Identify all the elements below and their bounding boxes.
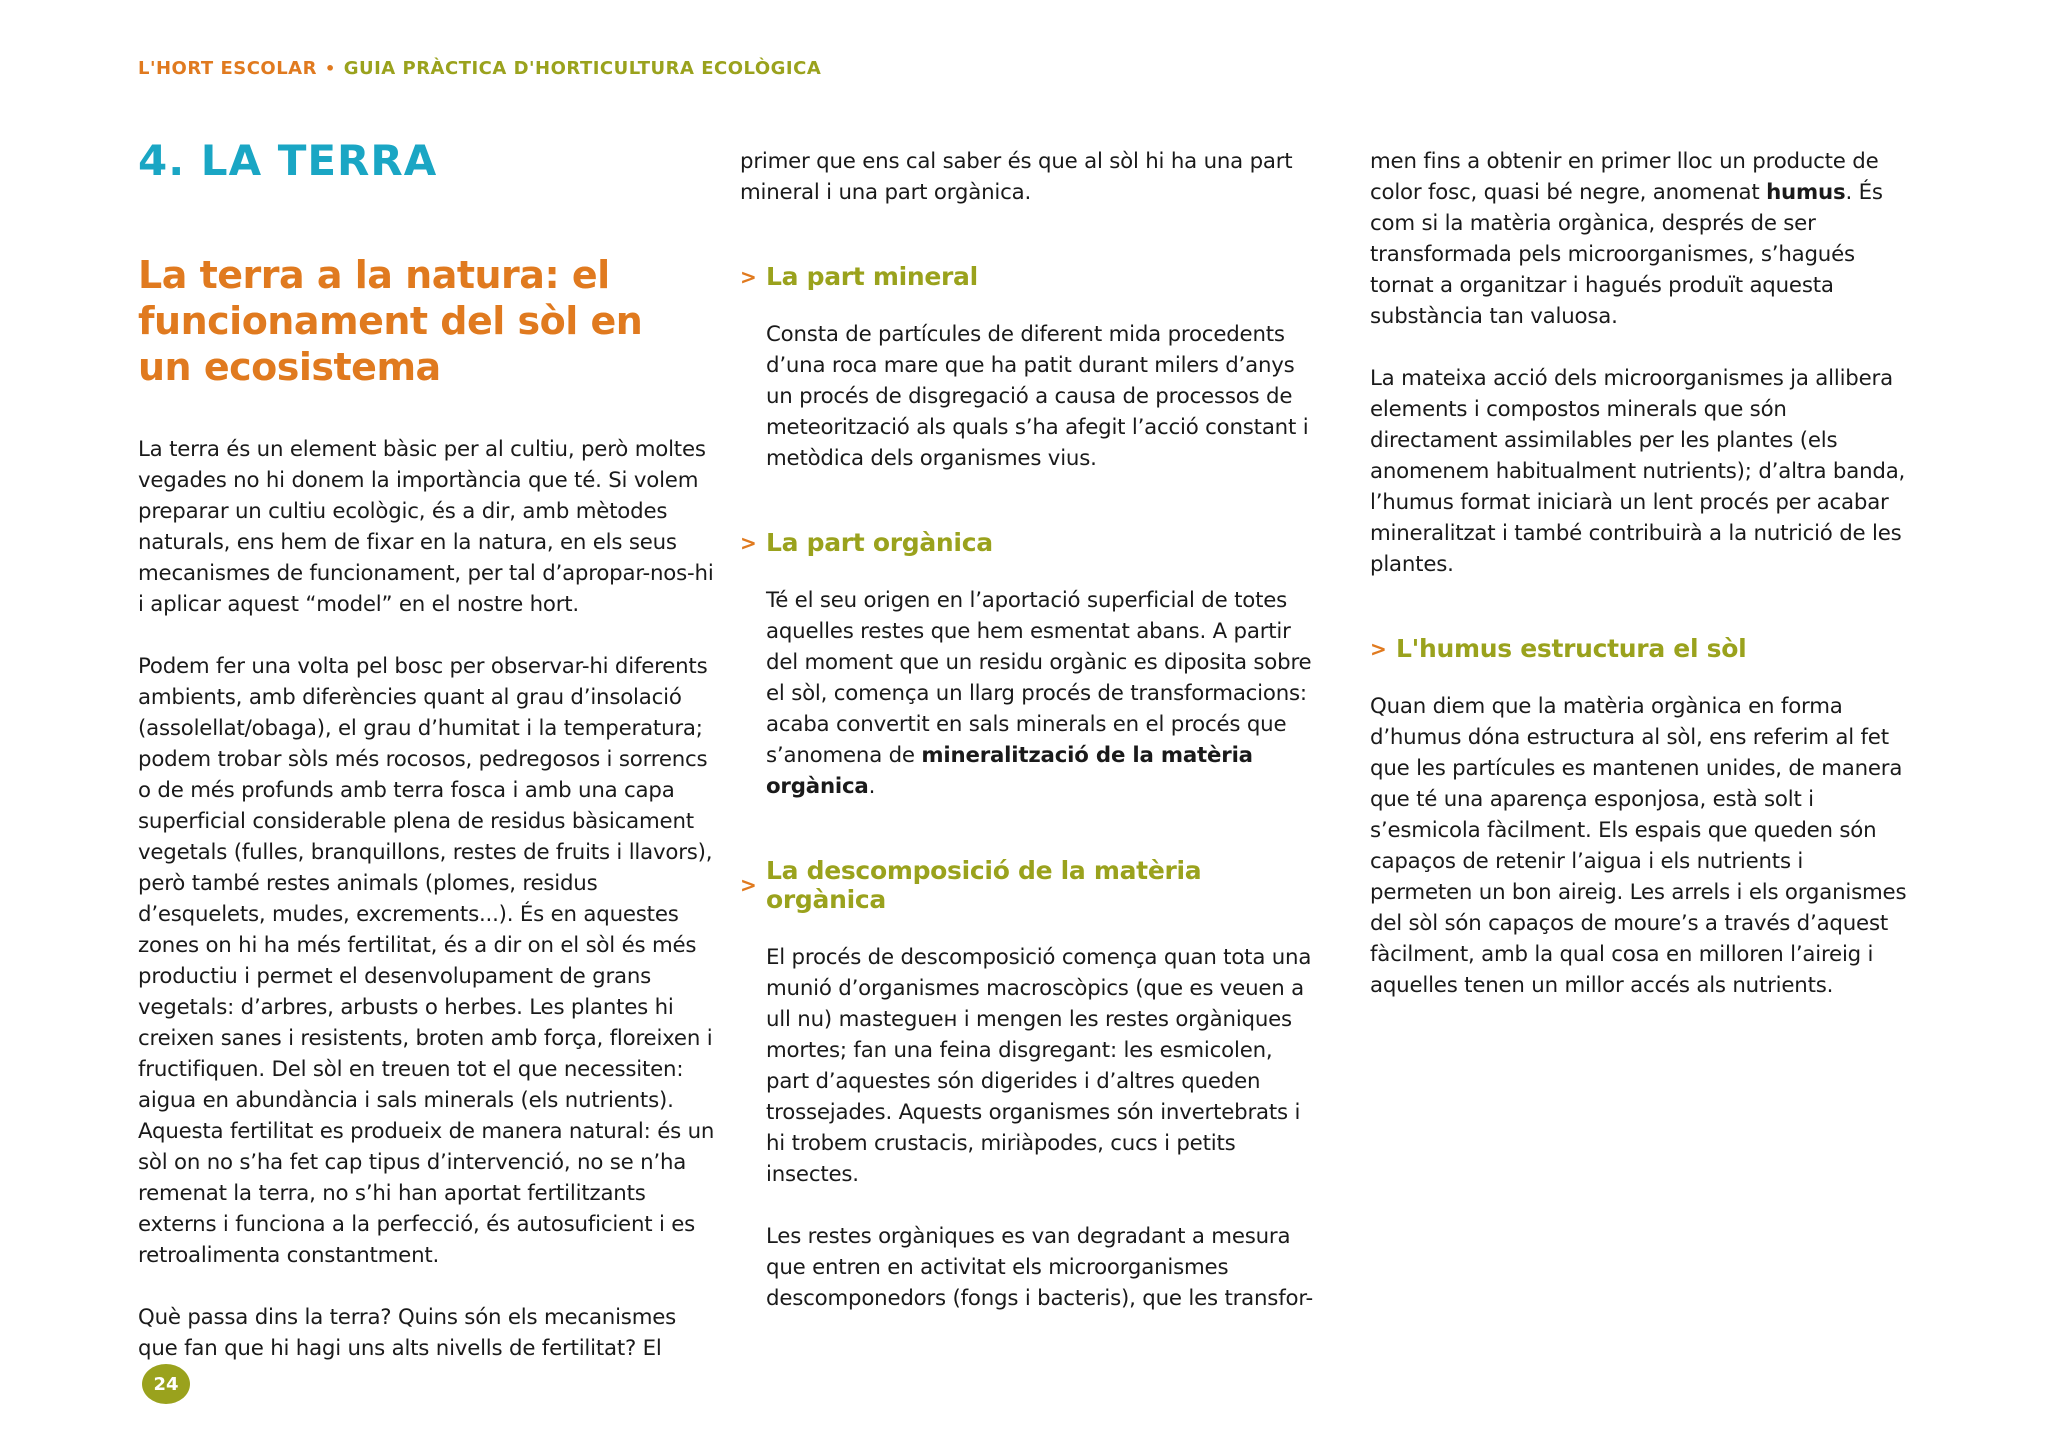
subheading-text: L'humus estructura el sòl [1396, 634, 1747, 663]
paragraph: La mateixa acció dels microorganismes ja allibera elements i compostos minerals que són directament assimilables per les plantes (els anomenem habitualment nutrients); d’altra banda, l’humus format iniciarà un lent procés per acabar mineralitzat i també contribuirà a la nutrició de les plantes. [1370, 366, 1906, 577]
paragraph: Podem fer una volta pel bosc per observar-hi diferents ambients, amb diferències quant al grau d’insolació (assolellat/obaga), el grau d’humitat i la temperatura; podem trobar sòls més rocosos, pedregosos i sorrencs o de més profunds amb terra fosca i amb una capa superficial considerable plena de residus bàsicament vegetals (fulles, branquillons, restes de fruits i llavors), però també restes animals (plomes, residus d’esquelets, mudes, excrements...). És en aquestes zones on hi ha més fertilitat, és a dir on el sòl és més productiu i permet el desenvolupament de grans vegetals: d’arbres, arbusts o herbes. Les plantes hi creixen sanes i resistents, broten amb força, floreixen i fructifiquen. Del sòl en treuen tot el que necessiten: aigua en abundància i sals minerals (els nutrients). Aquesta fertilitat es produeix de manera natural: és un sòl on no s’ha fet cap tipus d’intervenció, no se n’ha remenat la terra, no s’hi han aportat fertilitzants externs i funciona a la perfecció, és autosuficient i es retroalimenta constantment. [138, 654, 715, 1268]
paragraph: Les restes orgàniques es van degradant a mesura que entren en activitat els microorganismes descomponedors (fongs i bacteris), que les transfor- [766, 1224, 1314, 1311]
header-book-subtitle: GUIA PRÀCTICA D'HORTICULTURA ECOLÒGICA [343, 58, 822, 79]
bold-term: mineralització de la matèria orgànica [766, 743, 1253, 799]
subheading-mineral [740, 262, 1320, 291]
paragraph: La terra és un element bàsic per al cultiu, però moltes vegades no hi donem la importància que té. Si volem preparar un cultiu ecològic, és a dir, amb mètodes naturals, ens hem de fixar en la natura, en els seus mecanismes de funcionament, per tal d’apropar-nos-hi i aplicar aquest “model” en el nostre hort. [138, 437, 714, 617]
subheading-text: La part mineral [766, 262, 978, 291]
header-book-title: L'HORT ESCOLAR [138, 58, 317, 79]
chevron-right-icon: > [740, 530, 757, 555]
subheading-humus [1370, 634, 1910, 663]
column-1 [138, 136, 716, 1364]
subheading-descomposicio [740, 856, 1320, 914]
chapter-title: 4. LA TERRA [138, 136, 438, 185]
section-title: La terra a la natura: el funcionament del sòl en un ecosistema [138, 253, 643, 389]
subheading-organica [740, 528, 1320, 557]
text-run: . És com si la matèria orgànica, després de ser transformada pels microorganismes, s’hagués tornat a organitzar i hagués produït aquesta substància tan valuosa. [1370, 180, 1883, 329]
chevron-right-icon: > [1370, 636, 1387, 661]
subheading-text: La part orgànica [766, 528, 993, 557]
paragraph: Consta de partícules de diferent mida procedents d’una roca mare que ha patit durant milers d’anys un procés de disgregació a causa de processos de meteorització als quals s’ha afegit l’acció constant i metòdica dels organismes vius. [766, 322, 1309, 471]
paragraph [1370, 146, 1910, 332]
page-number-badge: 24 [142, 1364, 190, 1404]
paragraph: primer que ens cal saber és que al sòl hi ha una part mineral i una part orgànica. [740, 149, 1293, 205]
paragraph: El procés de descomposició comença quan tota una munió d’organismes macroscòpics (que es veuen a ull nu) mastegueн i mengen les restes orgàniques mortes; fan una feina disgregant: les esmicolen, part d’aquestes són digerides i d’altres queden trossejades. Aquests organismes són invertebrats i hi trobem crustacis, miriàpodes, cucs i petits insectes. [766, 945, 1312, 1187]
column-2 [740, 146, 1320, 1314]
subheading-text: La descomposició de la matèria orgànica [766, 856, 1202, 914]
bold-term: humus [1766, 180, 1846, 205]
chevron-right-icon: > [740, 873, 757, 897]
header-separator: • [324, 59, 336, 78]
column-3 [1370, 146, 1910, 1001]
paragraph [766, 585, 1320, 802]
text-run: men fins a obtenir en primer lloc un producte de color fosc, quasi bé negre, anomenat [1370, 149, 1879, 205]
text-run: . [868, 774, 876, 799]
running-header [138, 58, 821, 79]
paragraph: Què passa dins la terra? Quins són els mecanismes que fan que hi hagi uns alts nivells de fertilitat? El [138, 1305, 677, 1361]
text-run: Té el seu origen en l’aportació superficial de totes aquelles restes que hem esmentat abans. A partir del moment que un residu orgànic es diposita sobre el sòl, comença un llarg procés de transformacions: acaba convertit en sals minerals en el procés que s’anomena de [766, 588, 1312, 768]
paragraph: Quan diem que la matèria orgànica en forma d’humus dóna estructura al sòl, ens referim al fet que les partícules es mantenen unides, de manera que té una aparença esponjosa, està solt i s’esmicola fàcilment. Els espais que queden són capaços de retenir l’aigua i els nutrients i permeten un bon aireig. Les arrels i els organismes del sòl són capaços de moure’s a través d’aquest fàcilment, amb la qual cosa en milloren l’aireig i aquelles tenen un millor accés als nutrients. [1370, 694, 1907, 998]
chevron-right-icon: > [740, 264, 757, 289]
